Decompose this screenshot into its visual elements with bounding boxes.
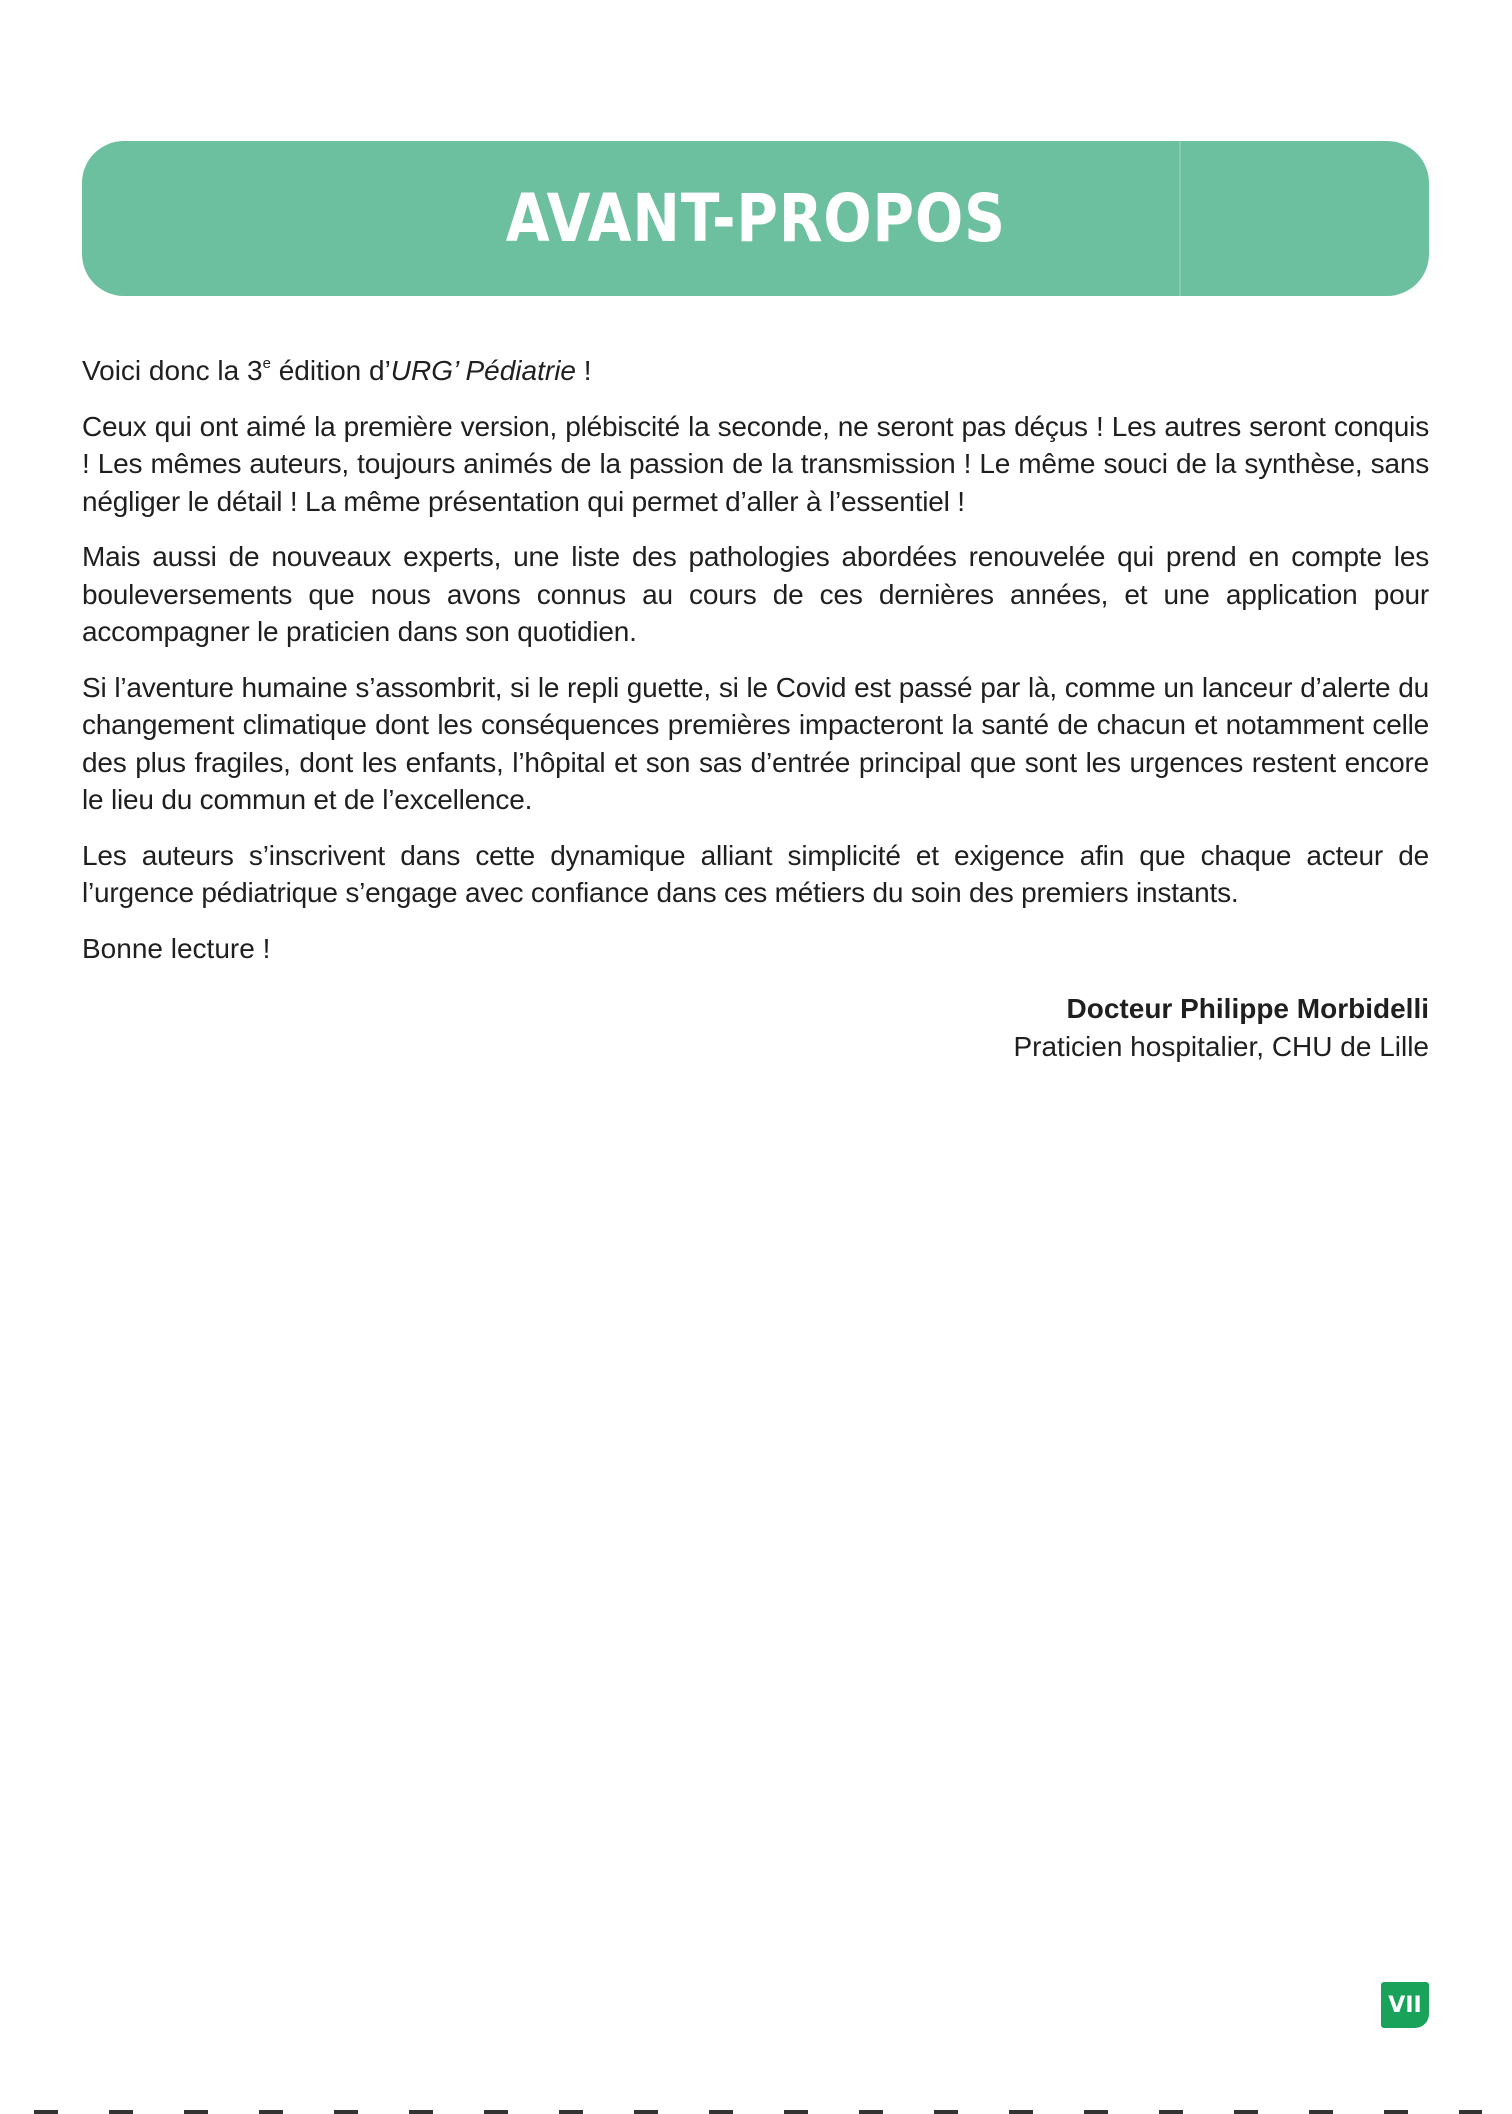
- intro-text-start: Voici donc la 3: [82, 355, 263, 386]
- paragraph-4: Si l’aventure humaine s’assombrit, si le repli guette, si le Covid est passé par là, comme un lanceur d’alerte du changement climatique dont les conséquences premières impacteront la santé de chacun et notamment celle des plus fragiles, dont les enfants, l’hôpital et son sas d’entrée principal que sont les urgences restent encore le lieu du commun et de l’excellence.: [82, 671, 1429, 815]
- page-number-badge: VII: [1381, 1982, 1429, 2028]
- edition-superscript: e: [262, 355, 271, 372]
- dashed-cut-line: [34, 2110, 1482, 2114]
- page-title: AVANT-PROPOS: [505, 180, 1006, 257]
- signature-block: [1013, 990, 1429, 1065]
- intro-text-end: !: [575, 355, 592, 386]
- book-title: URG’ Pédiatrie: [390, 355, 576, 386]
- title-banner: [82, 141, 1429, 296]
- paragraph-intro: [82, 352, 1429, 390]
- intro-text-middle: édition d’: [270, 355, 391, 386]
- author-role: Praticien hospitalier, CHU de Lille: [1013, 1030, 1429, 1062]
- banner-divider: [1179, 141, 1181, 296]
- paragraph-5: Les auteurs s’inscrivent dans cette dynamique alliant simplicité et exigence afin que chaque acteur de l’urgence pédiatrique s’engage avec confiance dans ces métiers du soin des premiers instants.: [82, 839, 1429, 908]
- paragraph-closing: Bonne lecture !: [82, 932, 271, 964]
- foreword-body: [82, 352, 1429, 985]
- author-name: Docteur Philippe Morbidelli: [1066, 993, 1429, 1024]
- paragraph-2: Ceux qui ont aimé la première version, plébiscité la seconde, ne seront pas déçus ! Les autres seront conquis ! Les mêmes auteurs, toujours animés de la passion de la transmission ! Le même souci de la synthèse, sans négliger le détail ! La même présentation qui permet d’aller à l’essentiel !: [82, 410, 1429, 517]
- paragraph-3: Mais aussi de nouveaux experts, une liste des pathologies abordées renouvelée qui prend en compte les bouleversements que nous avons connus au cours de ces dernières années, et une application pour accompagner le praticien dans son quotidien.: [82, 541, 1429, 647]
